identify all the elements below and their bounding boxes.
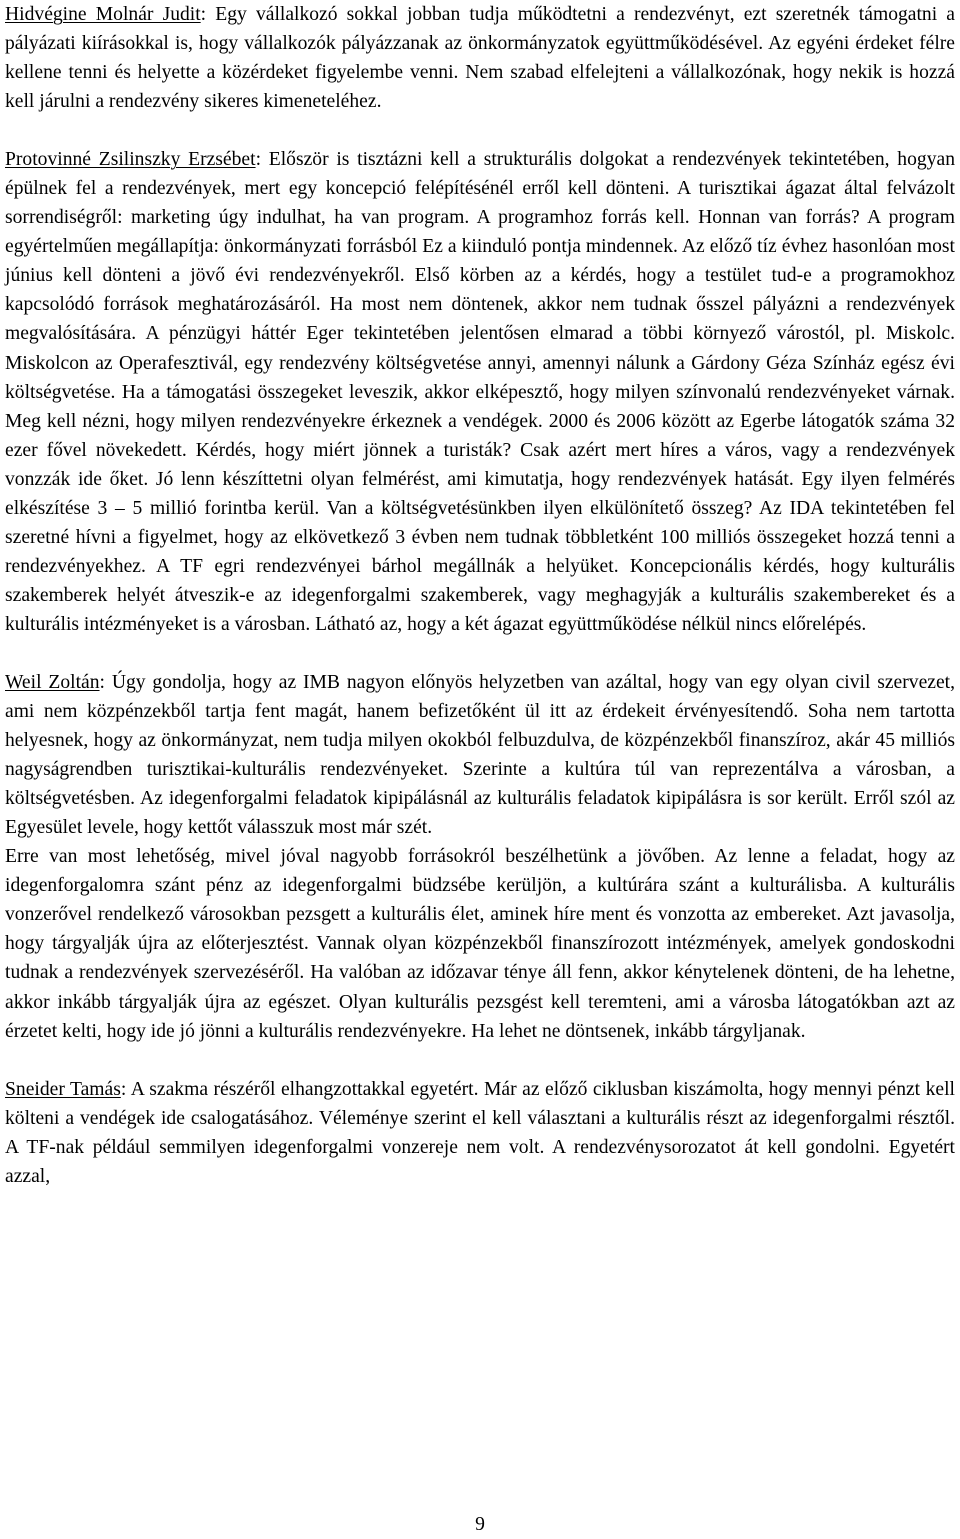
document-page xyxy=(5,0,955,1191)
speaker-separator: : xyxy=(255,149,269,171)
paragraph-text: Először is tisztázni kell a strukturális dolgokat a rendezvények tekintetében, hogyan épülnek fel a rendezvények, mert egy koncepció felépítésénél erről kell dönteni. A turisztikai ágazat által felvázolt sorrendiségről: marketing úgy indulhat, ha van program. A programhoz forrás kell. Honnan van forrás? A program egyértelműen megállapítja: önkormányzati forrásból Ez a kiinduló pontja mindennek. Az előző tíz évhez hasonlóan most június kell dönteni a jövő évi rendezvényekről. Első körben az a kérdés, hogy a testület tud-e a programokhoz kapcsolódó források meghatározásáról. Ha most nem döntenek, akkor nem tudnak ősszel pályázni a rendezvények megvalósítására. A pénzügyi háttér Eger tekintetében jelentősen elmarad a többi környező várostól, pl. Miskolc. Miskolcon az Operafesztivál, egy rendezvény költségvetése annyi, amennyi nálunk a Gárdony Géza Színház egész évi költségvetése. Ha a támogatási összegeket leveszik, akkor elképesztő, hogy milyen színvonalú rendezvényeket várnak. Meg kell nézni, hogy milyen rendezvényekre érkeznek a vendégek. 2000 és 2006 között az Egerbe látogatók száma 32 ezer fővel növekedett. Kérdés, hogy miért jönnek a turisták? Csak azért mert híres a város, vagy a rendezvények vonzzák ide őket. Jó lenn készíttetni olyan felmérést, ami kimutatja, hogy rendezvények hatását. Egy ilyen felmérés elkészítése 3 – 5 millió forintba kerül. Van a költségvetésünkben ilyen elkülönítető összeg? Az IDA tekintetében fel szeretné hívni a figyelmet, hogy az elkövetkező 3 évben nem tudnak többletként 100 milliós összegeket hozzá tenni a rendezvényekhez. A TF egri rendezvényei bárhol megállnák a helyüket. Koncepcionális kérdés, hogy kulturális szakemberek helyét átveszik-e az idegenforgalmi szakemberek, vagy meghagyják a kulturális szakembereket és a kulturális intézményeket is a városban. Látható az, hogy a két ágazat együttműködése nélkül nincs előrelépés. xyxy=(5,149,955,635)
speaker-separator: : xyxy=(99,671,112,693)
speaker-separator: : xyxy=(200,4,216,25)
paragraph-text: A szakma részéről elhangzottakkal egyetért. Már az előző ciklusban kiszámolta, hogy mennyi pénzt kell költeni a vendégek ide csalogatásához. Véleménye szerint el kell választani a kulturális részt az idegenforgalmi résztől. A TF-nak például semmilyen idegenforgalmi vonzereje nem volt. A rendezvénysorozatot át kell gondolni. Egyetért azzal, xyxy=(5,1078,955,1187)
speaker-name: Weil Zoltán xyxy=(5,671,100,693)
speaker-name: Hidvégine Molnár Judit xyxy=(5,4,201,25)
paragraph-text: Erre van most lehetőség, mivel jóval nagyobb forrásokról beszélhetünk a jövőben. Az lenne a feladat, hogy az idegenforgalomra szánt pénz az idegenforgalmi büdzsébe kerüljön, a kultúrára szánt a kulturálisba. A kulturális vonzerővel rendelkező városokban pezsgett a kulturális élet, aminek híre ment és vonzotta az embereket. Azt javasolja, hogy tárgyalják újra az előterjesztést. Vannak olyan közpénzekből finanszírozott intézmények, amelyek gondoskodni tudnak a rendezvények szervezéséről. Ha valóban az időzavar ténye áll fenn, akkor kénytelenek dönteni, de ha lehetne, akkor inkább tárgyalják újra az egészet. Olyan kulturális pezsgést kell teremteni, ami a városba látogatókban azt az érzetet kelti, hogy ide jó jönni a kulturális rendezvényekre. Ha lehet ne döntsenek, inkább tárgyljanak. xyxy=(5,846,955,1042)
paragraph-hidvegine xyxy=(5,0,955,116)
paragraph-sneider xyxy=(5,1075,955,1191)
paragraph-gap xyxy=(5,116,955,145)
paragraph-text: Egy vállalkozó sokkal jobban tudja működtetni a rendezvényt, ezt szeretnék támogatni a pályázati kiírásokkal is, hogy vállalkozók pályázzanak az önkormányzatok együttműködésével. Az egyéni érdeket félre kellene tenni és helyette a közérdeket figyelembe venni. Nem szabad elfelejteni a vállalkozónak, hogy nekik is hozzá kell járulni a rendezvény sikeres kimeneteléhez. xyxy=(5,4,955,113)
paragraph-weil-continued xyxy=(5,842,955,1045)
paragraph-protovinne xyxy=(5,145,955,639)
page-number: 9 xyxy=(475,1514,485,1535)
paragraph-gap xyxy=(5,1046,955,1075)
speaker-separator: : xyxy=(120,1078,131,1100)
speaker-name: Protovinné Zsilinszky Erzsébet xyxy=(5,149,256,171)
speaker-name: Sneider Tamás xyxy=(5,1078,121,1100)
paragraph-gap xyxy=(5,639,955,668)
paragraph-weil xyxy=(5,668,955,842)
paragraph-text: Úgy gondolja, hogy az IMB nagyon előnyös helyzetben van azáltal, hogy van egy olyan civil szervezet, ami nem közpénzekből tartja fent magát, hanem befizetőként ül itt az érdekeit érvényesítendő. Soha nem tartotta helyesnek, hogy az önkormányzat, nem tudja milyen okokból felbuzdulva, de közpénzekből finanszíroz, akár 45 milliós nagyságrendben turisztikai-kulturális rendezvényeket. Szerinte a kultúra túl van reprezentálva a városban, a költségvetésben. Az idegenforgalmi feladatok kipipálásnál az kulturális feladatok kipipálásra is sor került. Erről szól az Egyesület levele, hogy kettőt válasszuk most már szét. xyxy=(5,671,956,839)
